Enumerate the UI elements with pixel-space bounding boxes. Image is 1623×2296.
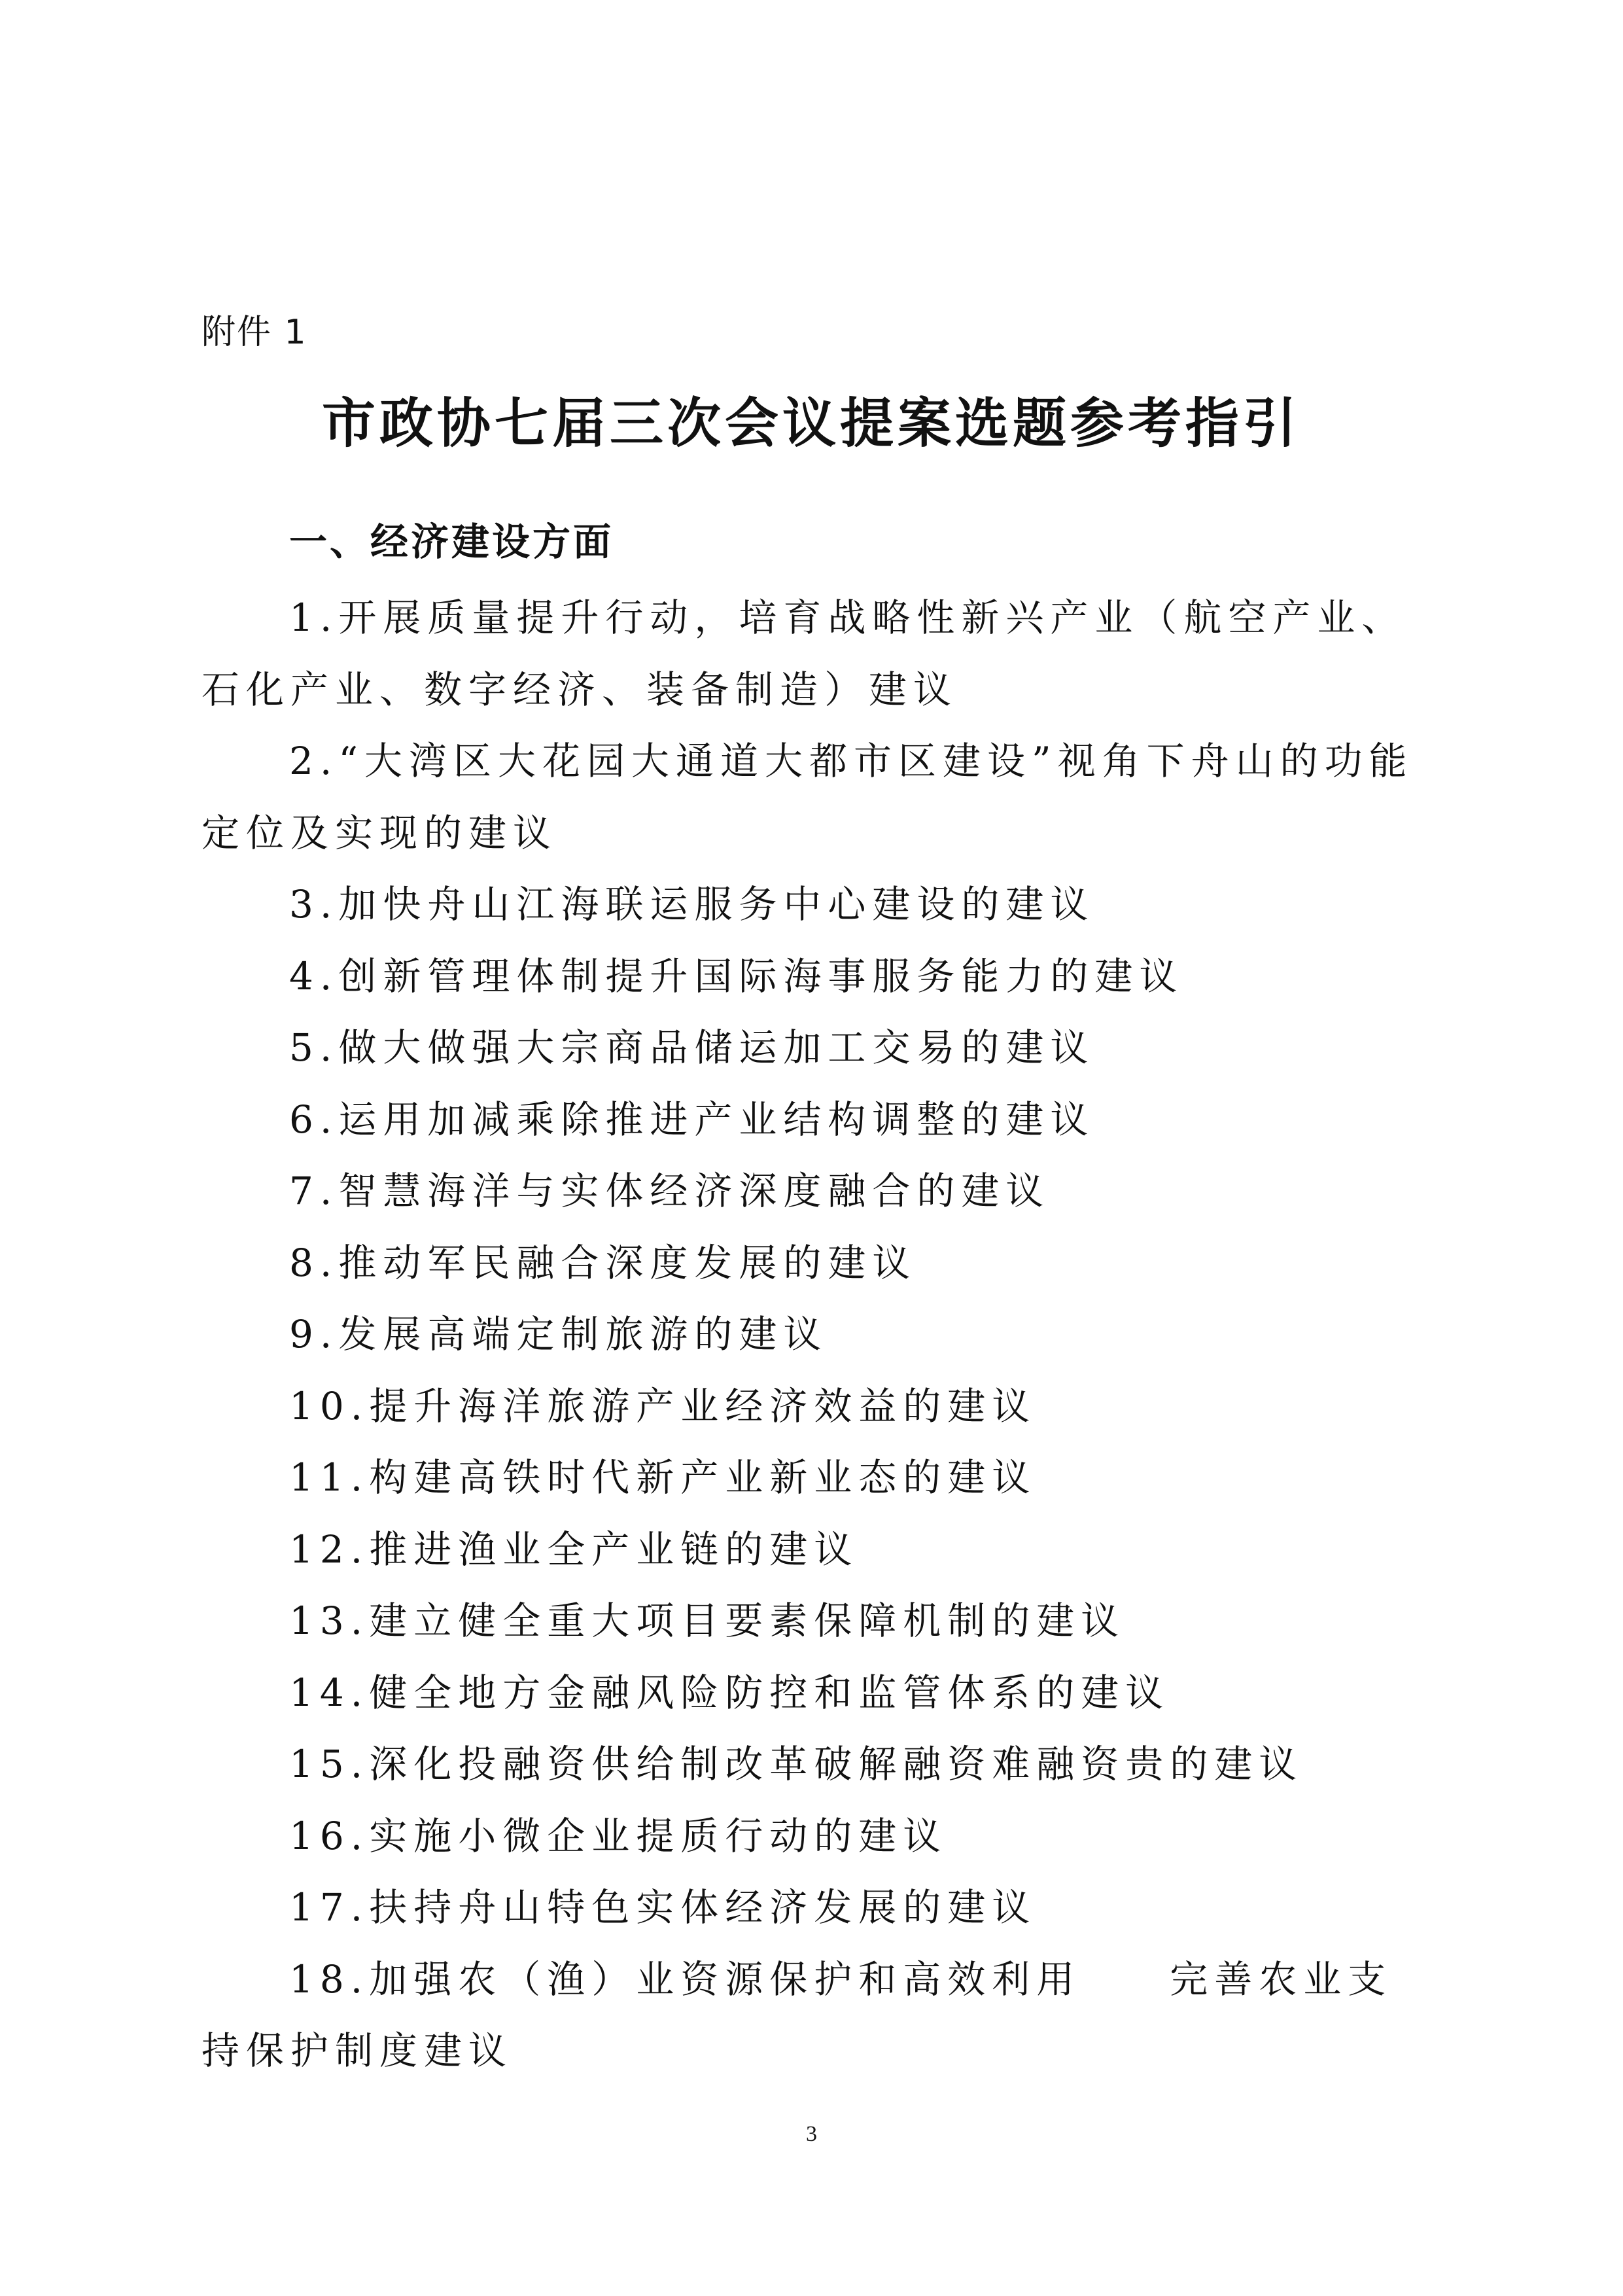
list-item: 1.开展质量提升行动，培育战略性新兴产业（航空产业、石化产业、数字经济、装备制造）建议 [201, 595, 1406, 712]
list-item: 8.推动军民融合深度发展的建议 [289, 1240, 917, 1285]
list-item: 11.构建高铁时代新产业新业态的建议 [289, 1455, 1037, 1500]
list-item: 12.推进渔业全产业链的建议 [289, 1527, 859, 1572]
attachment-label: 附件 1 [201, 313, 307, 352]
list-item: 5.做大做强大宗商品储运加工交易的建议 [289, 1025, 1095, 1070]
document-title: 市政协七届三次会议提案选题参考指引 [321, 393, 1300, 455]
list-item: 18.加强农（渔）业资源保护和高效利用 完善农业支持保护制度建议 [201, 1956, 1393, 2073]
list-item: 7.智慧海洋与实体经济深度融合的建议 [289, 1169, 1051, 1213]
list-item: 17.扶持舟山特色实体经济发展的建议 [289, 1885, 1037, 1930]
list-item: 13.建立健全重大项目要素保障机制的建议 [289, 1598, 1126, 1643]
page-number: 3 [806, 2122, 817, 2146]
list-item: 10.提升海洋旅游产业经济效益的建议 [289, 1383, 1037, 1428]
list-item: 9.发展高端定制旅游的建议 [289, 1312, 828, 1356]
list-item: 15.深化投融资供给制改革破解融资难融资贵的建议 [289, 1742, 1304, 1786]
proposal-topic-list [201, 582, 1431, 2087]
list-item: 16.实施小微企业提质行动的建议 [289, 1813, 948, 1858]
list-item: 6.运用加减乘除推进产业结构调整的建议 [289, 1097, 1095, 1142]
section-heading: 一、经济建设方面 [289, 520, 614, 564]
list-item: 4.创新管理体制提升国际海事服务能力的建议 [289, 953, 1184, 998]
list-item: 3.加快舟山江海联运服务中心建设的建议 [289, 882, 1095, 927]
list-item: 14.健全地方金融风险防控和监管体系的建议 [289, 1670, 1170, 1715]
list-item: 2.“大湾区大花园大通道大都市区建设”视角下舟山的功能定位及实现的建议 [201, 739, 1414, 855]
